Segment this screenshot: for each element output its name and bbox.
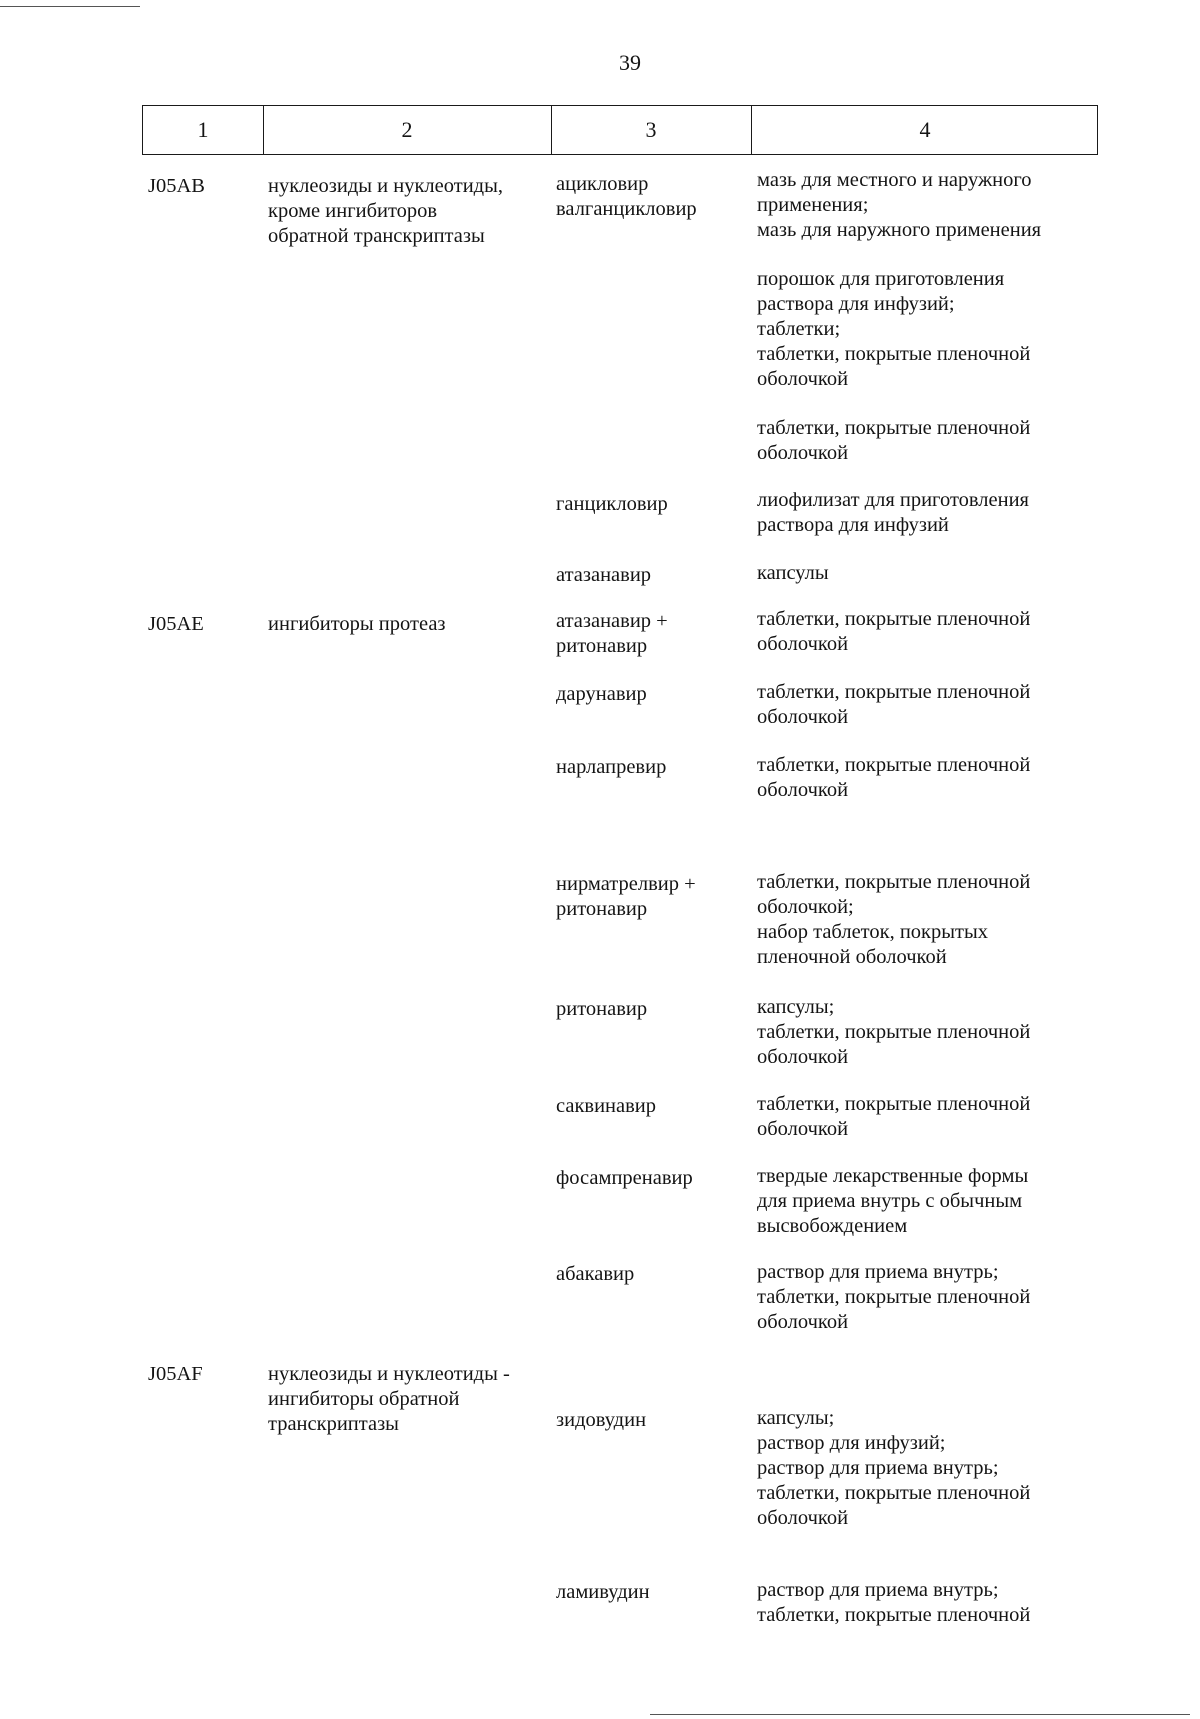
drug-name: зидовудин	[556, 1409, 647, 1431]
drug-name: ритонавир	[556, 998, 648, 1020]
drug-name: саквинавир	[556, 1095, 657, 1117]
drug-name: нарлапревир	[556, 756, 667, 778]
drug-name: ганцикловир	[556, 493, 668, 515]
column-header-2: 2	[401, 117, 413, 142]
column-header-1: 1	[197, 117, 209, 142]
dosage-form: раствор для приема внутрь; таблетки, покрытые пленочной	[757, 1579, 1031, 1626]
dosage-form: таблетки, покрытые пленочной оболочкой	[757, 608, 1031, 655]
group-code: J05AB	[148, 175, 205, 197]
group-name: нуклеозиды и нуклеотиды - ингибиторы обратной транскриптазы	[268, 1363, 510, 1435]
drug-name: ацикловир валганцикловир	[556, 173, 697, 220]
page-number: 39	[619, 50, 641, 75]
group-code: J05AF	[148, 1363, 203, 1385]
dosage-form: порошок для приготовления раствора для инфузий; таблетки; таблетки, покрытые пленочной оболочкой	[757, 268, 1031, 390]
dosage-form: капсулы; раствор для инфузий; раствор для приема внутрь; таблетки, покрытые пленочной оболочкой	[757, 1407, 1031, 1529]
drug-name: атазанавир + ритонавир	[556, 610, 668, 657]
group-name: нуклеозиды и нуклеотиды, кроме ингибиторов обратной транскриптазы	[268, 175, 503, 247]
dosage-form: раствор для приема внутрь; таблетки, покрытые пленочной оболочкой	[757, 1261, 1031, 1333]
dosage-form: таблетки, покрытые пленочной оболочкой	[757, 681, 1031, 728]
dosage-form: твердые лекарственные формы для приема внутрь с обычным высвобождением	[757, 1165, 1029, 1237]
column-header-3: 3	[645, 117, 657, 142]
drug-name: ламивудин	[556, 1581, 650, 1603]
dosage-form: таблетки, покрытые пленочной оболочкой	[757, 417, 1031, 464]
dosage-form: лиофилизат для приготовления раствора для инфузий	[757, 489, 1029, 536]
scan-edge-line	[0, 6, 140, 7]
column-header-4: 4	[919, 117, 931, 142]
dosage-form: капсулы; таблетки, покрытые пленочной оболочкой	[757, 996, 1031, 1068]
group-name: ингибиторы протеаз	[268, 613, 446, 635]
drug-name: нирматрелвир + ритонавир	[556, 873, 696, 920]
dosage-form: таблетки, покрытые пленочной оболочкой	[757, 754, 1031, 801]
drug-name: абакавир	[556, 1263, 635, 1285]
scan-edge-line	[650, 1714, 1190, 1715]
dosage-form: капсулы	[757, 562, 829, 584]
drug-name: фосампренавир	[556, 1167, 693, 1189]
column-header-table	[142, 105, 1098, 155]
drug-name: дарунавир	[556, 683, 647, 705]
group-code: J05AE	[148, 613, 204, 635]
dosage-form: таблетки, покрытые пленочной оболочкой; набор таблеток, покрытых пленочной оболочкой	[757, 871, 1031, 968]
dosage-form: таблетки, покрытые пленочной оболочкой	[757, 1093, 1031, 1140]
drug-name: атазанавир	[556, 564, 652, 586]
dosage-form: мазь для местного и наружного применения; мазь для наружного применения	[757, 169, 1042, 241]
